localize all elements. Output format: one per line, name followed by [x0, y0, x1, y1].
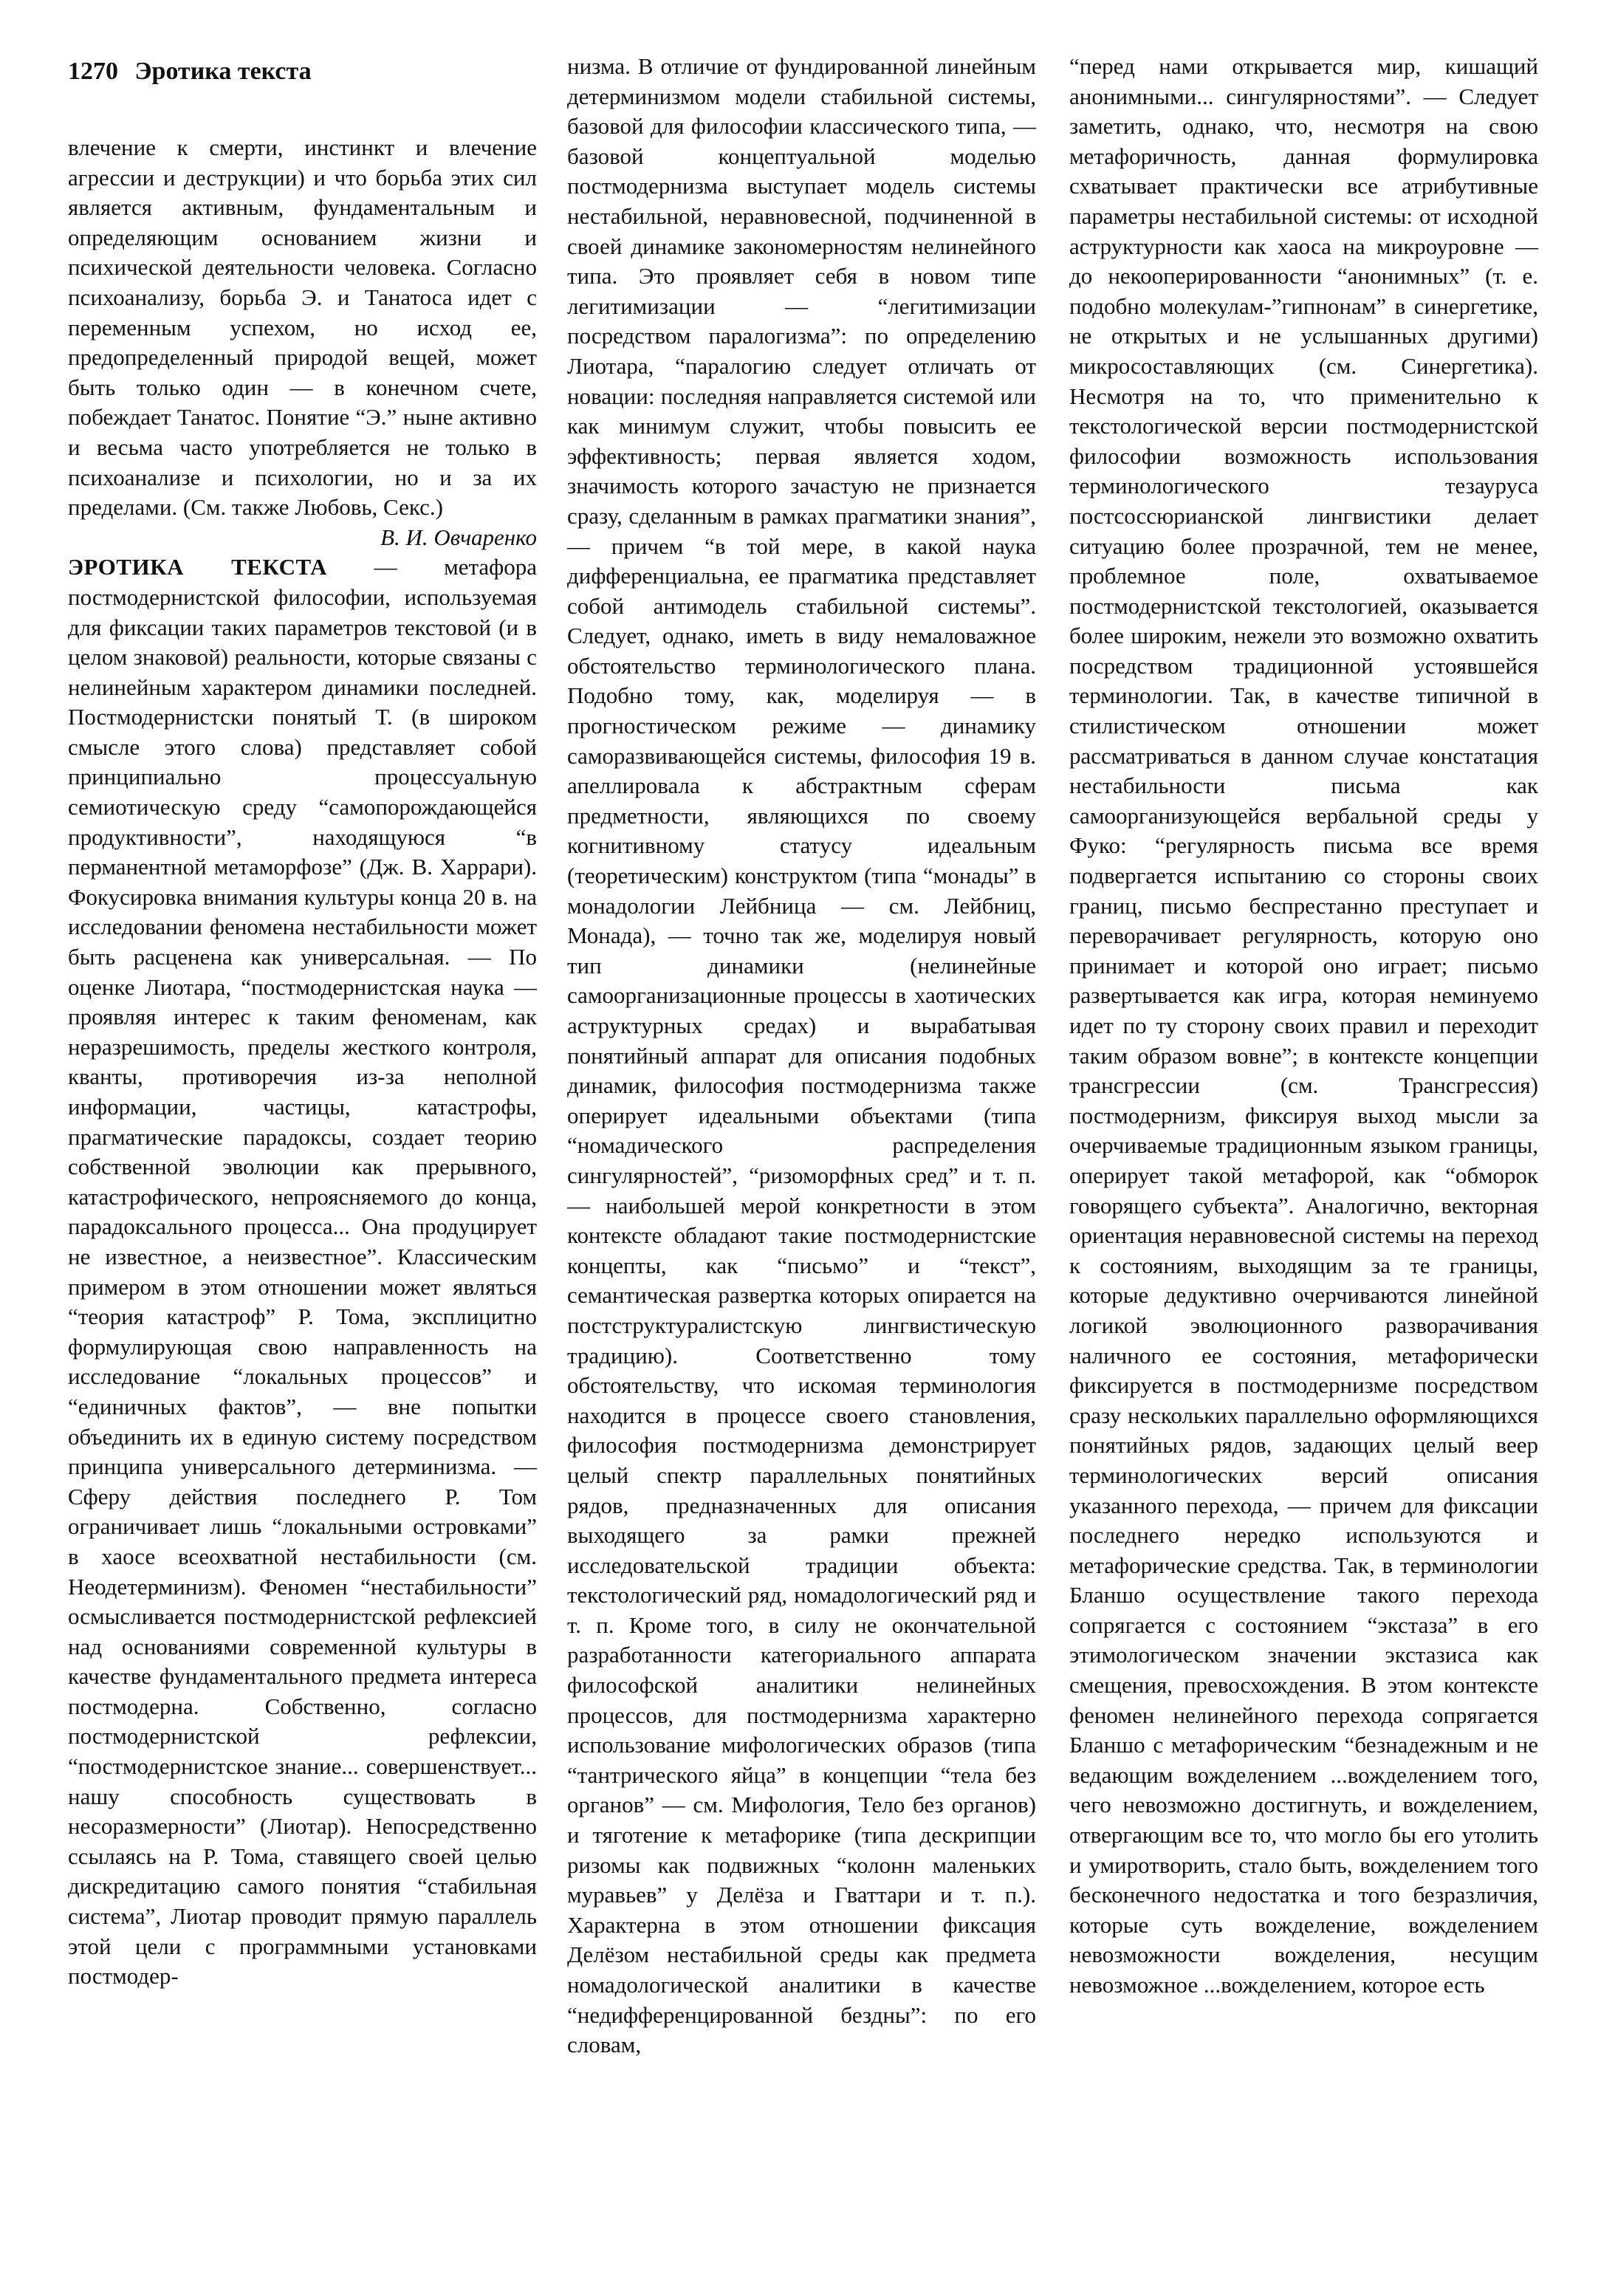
column-1	[68, 133, 537, 1992]
column-2	[567, 52, 1036, 2060]
column-3-text: “перед нами открывается мир, кишащий анонимными... сингулярностями”. — Следует заметить, однако, что, несмотря на свою метафоричность, данная формулировка схватывает практически все атрибутивные параметры нестабильной системы: от исходной аструктурности как хаоса на микроуровне — до некооперированности “анонимных” (т. е. подобно молекулам-”гипнонам” в синергетике, не открытых и не услышанных другими) микросоставляющих (см. Синергетика). Несмотря на то, что применительно к текстологической версии постмодернистской философии возможность использования терминологического тезауруса постсоссюрианской лингвистики делает ситуацию более прозрачной, тем не менее, проблемное поле, охватываемое постмодернистской текстологией, оказывается более широким, нежели это возможно охватить посредством традиционной устоявшейся терминологии. Так, в качестве типичной в стилистическом отношении может рассматриваться в данном случае констатация нестабильности письма как самоорганизующейся вербальной среды у Фуко: “регулярность письма все время подвергается испытанию со стороны своих границ, письмо беспрестанно преступает и переворачивает регулярность, которую оно принимает и которой оно играет; письмо развертывается как игра, которая неминуемо идет по ту сторону своих правил и переходит таким образом вовне”; в контексте концепции трансгрессии (см. Трансгрессия) постмодернизм, фиксируя выход мысли за очерчиваемые традиционным языком границы, оперирует такой метафорой, как “обморок говорящего субъекта”. Аналогично, векторная ориентация неравновесной системы на переход к состояниям, выходящим за те границы, которые дедуктивно очерчиваются линейной логикой эволюционного разворачивания наличного ее состояния, метафорически фиксируется в постмодернизме посредством сразу нескольких параллельно оформляющихся понятийных рядов, задающих целый веер терминологических версий описания указанного перехода, — причем для фиксации последнего нередко используются и метафорические средства. Так, в терминологии Бланшо осуществление такого перехода сопрягается с состоянием “экстаза” в его этимологическом значении экстазиса как смещения, превосхождения. В этом контексте феномен нелинейного перехода сопрягается Бланшо с метафорическим “безнадежным и не ведающим вожделением ...вожделением того, чего невозможно достигнуть, и вожделением, отвергающим все то, что могло бы его утолить и умиротворить, стало быть, вожделением того бесконечного недостатка и того безразличия, которые суть вожделение, вожделением невозможности вожделения, несущим невозможное ...вожделением, которое есть	[1069, 53, 1538, 1998]
entry-paragraph	[68, 552, 537, 1992]
entry-continuation: влечение к смерти, инстинкт и влечение агрессии и деструкции) и что борьба этих сил является активным, фундаментальным и определяющим основанием жизни и психической деятельности человека. Согласно психоанализу, борьба Э. и Танатоса идет с переменным успехом, но исход ее, предопределенный природой вещей, может быть только один — в конечном счете, побеждает Танатос. Понятие “Э.” ныне активно и весьма часто употребляется не только в психоанализе и психологии, но и за их пределами. (См. также Любовь, Секс.)	[68, 134, 537, 521]
column-2-text: низма. В отличие от фундированной линейным детерминизмом модели стабильной системы, базовой для философии классического типа, — базовой концептуальной моделью постмодернизма выступает модель системы нестабильной, неравновесной, подчиненной в своей динамике закономерностям нелинейного типа. Это проявляет себя в новом типе легитимизации — “легитимизации посредством паралогизма”: по определению Лиотара, “паралогию следует отличать от новации: последняя направляется системой или как минимум служит, чтобы повысить ее эффективность; первая является ходом, значимость которого зачастую не признается сразу, сделанным в рамках прагматики знания”, — причем “в той мере, в какой наука дифференциальна, ее прагматика представляет собой антимодель стабильной системы”. Следует, однако, иметь в виду немаловажное обстоятельство терминологического плана. Подобно тому, как, моделируя — в прогностическом режиме — динамику саморазвивающейся системы, философия 19 в. апеллировала к абстрактным сферам предметности, являющихся по своему когнитивному статусу идеальным (теоретическим) конструктом (типа “монады” в монадологии Лейбница — см. Лейбниц, Монада), — точно так же, моделируя новый тип динамики (нелинейные самоорганизационные процессы в хаотических аструктурных средах) и вырабатывая понятийный аппарат для описания подобных динамик, философия постмодернизма также оперирует идеальными объектами (типа “номадического распределения сингулярностей”, “ризоморфных сред” и т. п. — наибольшей мерой конкретности в этом контексте обладают такие постмодернистские концепты, как “письмо” и “текст”, семантическая развертка которых опирается на постструктуралистскую лингвистическую традицию). Соответственно тому обстоятельству, что искомая терминология находится в процессе своего становления, философия постмодернизма демонстрирует целый спектр параллельных понятийных рядов, предназначенных для описания выходящего за рамки прежней исследовательской традиции объекта: текстологический ряд, номадологический ряд и т. п. Кроме того, в силу не окончательной разработанности категориального аппарата философской аналитики нелинейных процессов, для постмодернизма характерно использование мифологических образов (типа “тантрического яйца” в концепции “тела без органов” — см. Мифология, Тело без органов) и тяготение к метафорике (типа дескрипции ризомы как подвижных “колонн маленьких муравьев” у Делёза и Гваттари и т. п.). Характерна в этом отношении фиксация Делёзом нестабильной среды как предмета номадологической аналитики в качестве “недифференцированной бездны”: по его словам,	[567, 53, 1036, 2058]
running-title: Эротика текста	[134, 58, 312, 85]
author-signature: В. И. Овчаренко	[380, 524, 537, 550]
entry-text: — метафора постмодернистской философии, используемая для фиксации таких параметров текстовой (и в целом знаковой) реальности, которые связаны с нелинейным характером динамики последней. Постмодернистски понятый Т. (в широком смысле этого слова) представляет собой принципиально процессуальную семиотическую среду “самопорождающейся продуктивности”, находящуюся “в перманентной метаморфозе” (Дж. В. Харрари). Фокусировка внимания культуры конца 20 в. на исследовании феномена нестабильности может быть расценена как универсальная. — По оценке Лиотара, “постмодернистская наука — проявляя интерес к таким феноменам, как неразрешимость, пределы жесткого контроля, кванты, противоречия из-за неполной информации, частицы, катастрофы, прагматические парадоксы, создает теорию собственной эволюции как прерывного, катастрофического, непроясняемого до конца, парадоксального процесса... Она продуцирует не известное, а неизвестное”. Классическим примером в этом отношении может являться “теория катастроф” Р. Тома, эксплицитно формулирующая свою направленность на исследование “локальных процессов” и “единичных фактов”, — вне попытки объединить их в единую систему посредством принципа универсального детерминизма. — Сферу действия последнего Р. Том ограничивает лишь “локальными островками” в хаосе всеохватной нестабильности (см. Неодетерминизм). Феномен “нестабильности” осмысливается постмодернистской рефлексией над основаниями современной культуры в качестве фундаментального предмета интереса постмодерна. Собственно, согласно постмодернистской рефлексии, “постмодернистское знание... совершенствует... нашу способность существовать в несоразмерности” (Лиотар). Непосредственно ссылаясь на Р. Тома, ставящего своей целью дискредитацию самого понятия “стабильная система”, Лиотар проводит прямую параллель этой цели с программными установками постмодер-	[68, 554, 538, 1990]
page-header	[68, 58, 312, 86]
page-number: 1270	[68, 58, 118, 85]
entry-headword: ЭРОТИКА ТЕКСТА	[68, 554, 328, 580]
column-3	[1069, 52, 1538, 2001]
